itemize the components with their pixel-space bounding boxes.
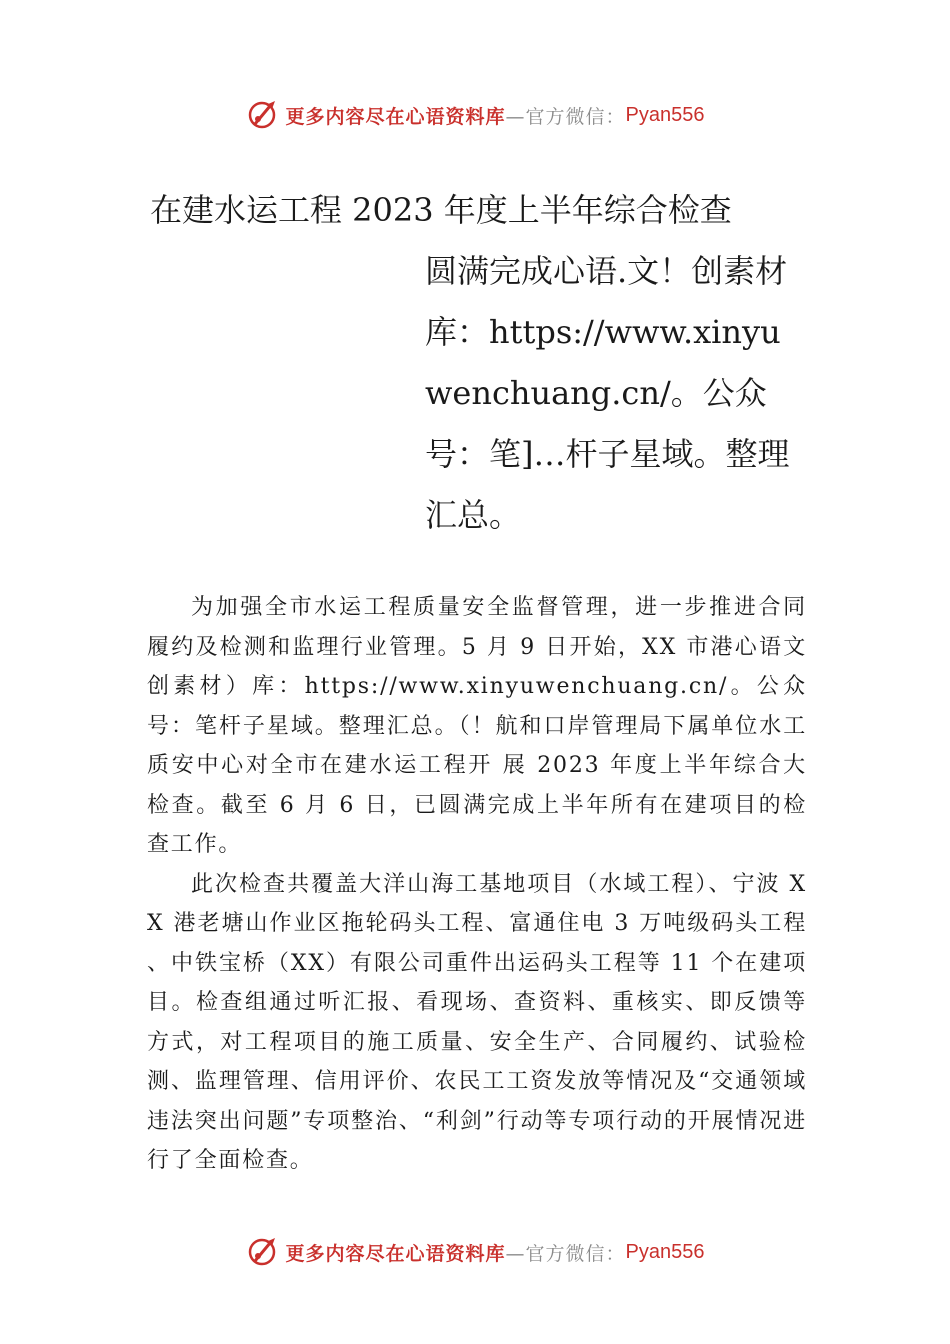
watermark-brand-text: 更多内容尽在心语资料库 [285, 105, 506, 128]
watermark-wechat-id: Pyan556 [625, 103, 705, 126]
watermark-wechat-label: —官方微信： [505, 105, 626, 128]
title-line-continued: 圆满完成心语.文！创素材库：https://www.xinyuwenchuang.cn/。公众号：笔]…杆子星域。整理汇总。 [425, 252, 790, 534]
footer-watermark-brand-text: 更多内容尽在心语资料库 [285, 1242, 506, 1265]
brush-logo-icon [246, 1235, 280, 1269]
footer-watermark-wechat-label: —官方微信： [505, 1242, 626, 1265]
brush-logo-icon [246, 98, 280, 132]
body-paragraph-2: 此次检查共覆盖大洋山海工基地项目（水域工程）、宁波 XX 港老塘山作业区拖轮码头工程、富通住电 3 万吨级码头工程 、中铁宝桥（XX）有限公司重件出运码头工程等 11 个在建项目。检查组通过听汇报、看现场、查资料、重核实、即反馈等方式，对工程项目的施工质量、安全生产、合同履约、试验检测、监理管理、信用评价、农民工工资发放等情况及“交通领域违法突出问题”专项整治、“利剑”行动等专项行动的开展情况进行了全面检查。 [147, 871, 807, 1173]
title-line-main: 在建水运工程 2023 年度上半年综合检查 [150, 191, 732, 229]
document-title [150, 180, 810, 546]
document-body [147, 588, 807, 1181]
footer-watermark-wechat-id: Pyan556 [625, 1240, 705, 1263]
body-paragraph-1: 为加强全市水运工程质量安全监督管理，进一步推进合同履约及检测和监理行业管理。5 月 9 日开始，XX 市港心语文创素材）库：https://www.xinyuwenchuang.cn/。公众号：笔杆子星域。整理汇总。（！航和口岸管理局下属单位水工质安中心对全市在建水运工程开 展 2023 年度上半年综合大检查。截至 6 月 6 日，已圆满完成上半年所有在建项目的检查工作。 [147, 595, 807, 857]
footer-watermark [0, 1232, 950, 1272]
header-watermark [0, 95, 950, 135]
